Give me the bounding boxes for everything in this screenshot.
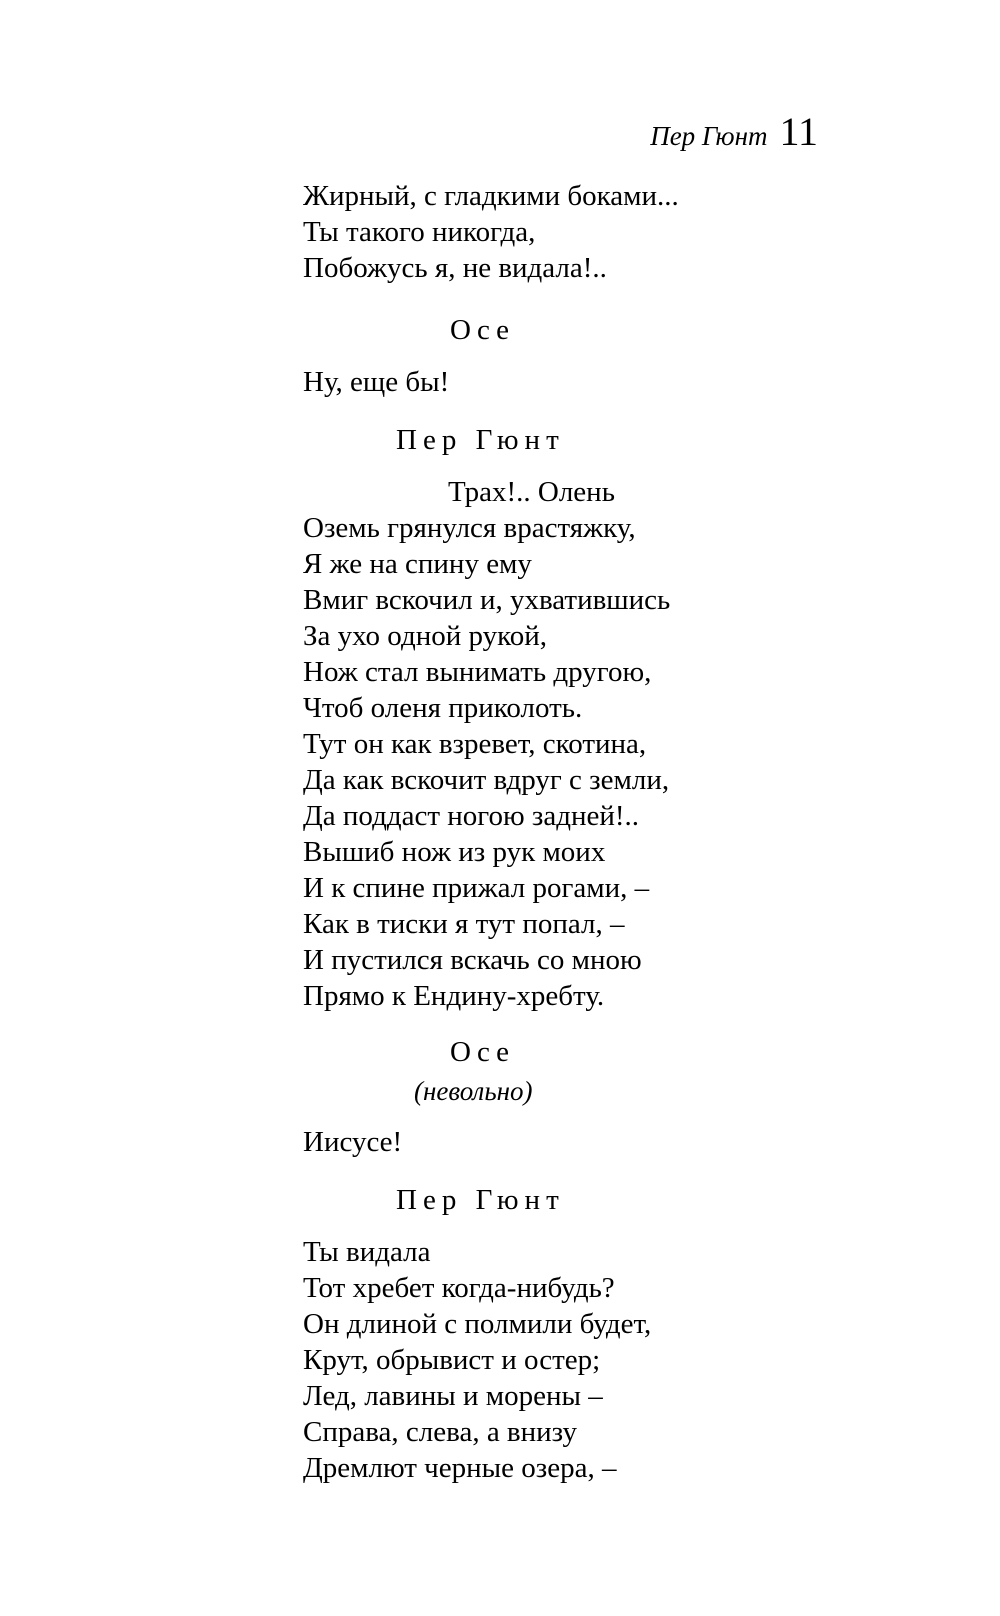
- speaker-name: Осе: [450, 314, 516, 346]
- verse-line: Вмиг вскочил и, ухватившись: [303, 584, 671, 616]
- verse-line: Иисусе!: [303, 1126, 403, 1158]
- stage-direction: (невольно): [414, 1076, 533, 1106]
- verse-line: Справа, слева, а внизу: [303, 1416, 578, 1448]
- verse-line: Прямо к Ендину-хребту.: [303, 980, 605, 1012]
- verse-line: Да как вскочит вдруг с земли,: [303, 764, 670, 796]
- page-header: [0, 108, 818, 155]
- page-number: 11: [779, 109, 818, 154]
- verse-line: Ты видала: [303, 1236, 431, 1268]
- speaker-name: Пер Гюнт: [396, 1184, 565, 1216]
- verse-line: И пустился вскачь со мною: [303, 944, 642, 976]
- verse-line: Вышиб нож из рук моих: [303, 836, 606, 868]
- verse-line: Оземь грянулся врастяжку,: [303, 512, 636, 544]
- verse-line: Как в тиски я тут попал, –: [303, 908, 625, 940]
- verse-line: Ты такого никогда,: [303, 216, 536, 248]
- verse-line: Чтоб оленя приколоть.: [303, 692, 583, 724]
- verse-line: Лед, лавины и морены –: [303, 1380, 603, 1412]
- verse-line: Побожусь я, не видала!..: [303, 252, 607, 284]
- verse-line: Я же на спину ему: [303, 548, 532, 580]
- verse-line: Жирный, с гладкими боками...: [303, 180, 679, 212]
- speaker-name: Пер Гюнт: [396, 424, 565, 456]
- verse-line: Ну, еще бы!: [303, 366, 450, 398]
- speaker-name: Осе: [450, 1036, 516, 1068]
- verse-line: Тот хребет когда-нибудь?: [303, 1272, 615, 1304]
- running-title: Пер Гюнт: [650, 121, 768, 151]
- verse-line: За ухо одной рукой,: [303, 620, 548, 652]
- verse-line: Дремлют черные озера, –: [303, 1452, 617, 1484]
- verse-line: Крут, обрывист и остер;: [303, 1344, 601, 1376]
- verse-line: Тут он как взревет, скотина,: [303, 728, 647, 760]
- verse-line: Трах!.. Олень: [448, 476, 615, 508]
- verse-line: Он длиной с полмили будет,: [303, 1308, 652, 1340]
- verse-line: И к спине прижал рогами, –: [303, 872, 650, 904]
- verse-line: Да поддаст ногою задней!..: [303, 800, 640, 832]
- verse-line: Нож стал вынимать другою,: [303, 656, 652, 688]
